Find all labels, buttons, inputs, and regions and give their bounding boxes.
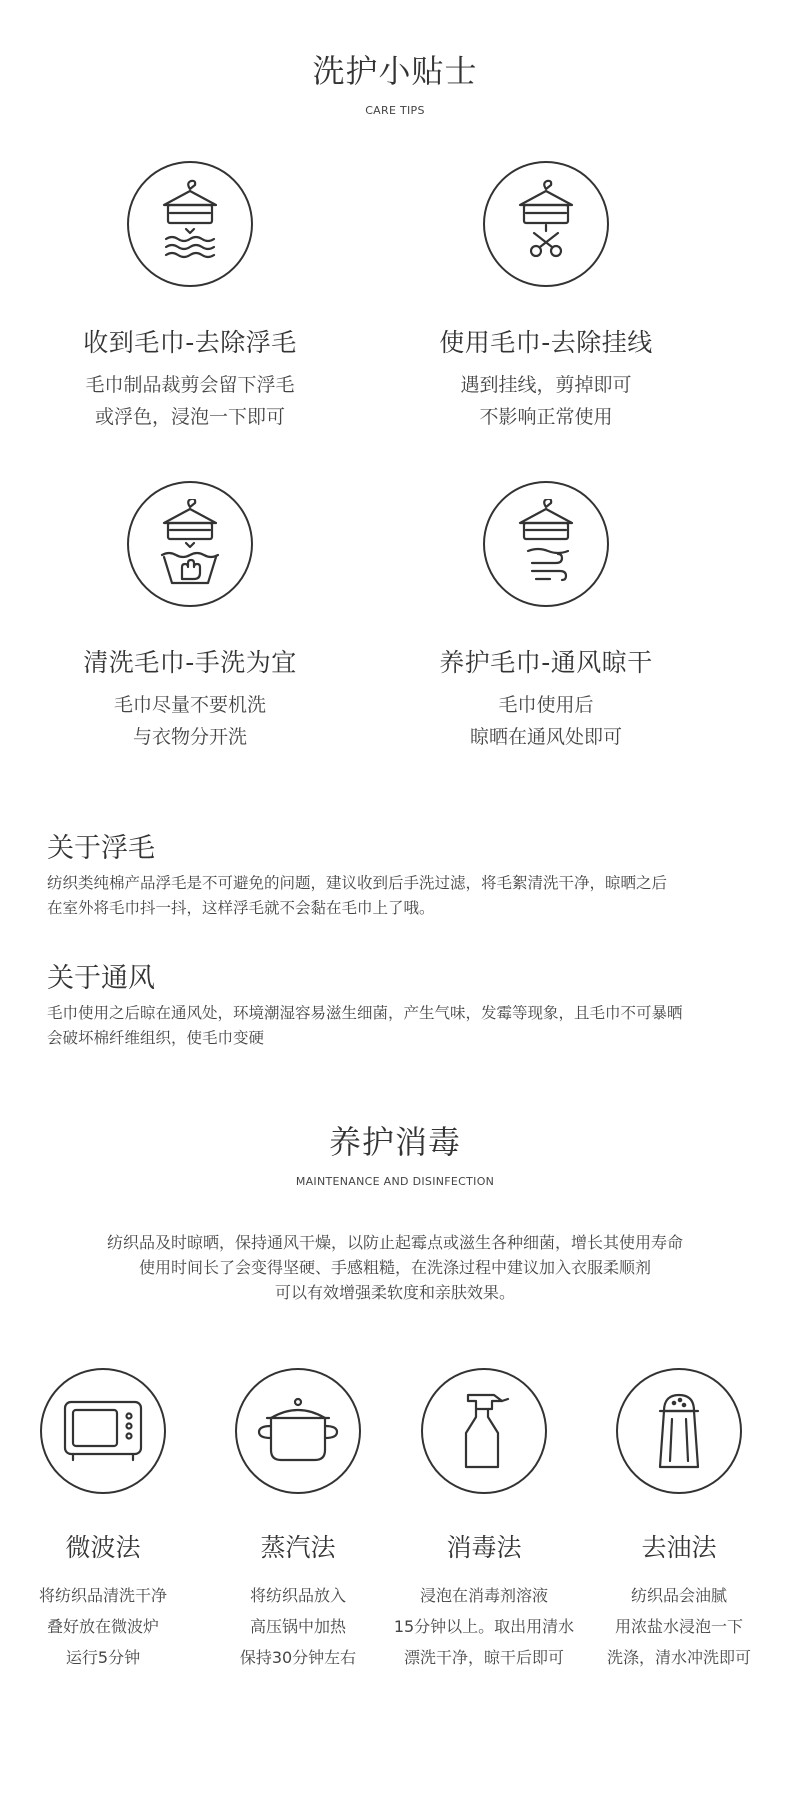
maintenance-title: 养护消毒 xyxy=(328,1123,461,1161)
method-heading: 去油法 xyxy=(641,1533,717,1562)
method-description xyxy=(584,1580,774,1673)
method-heading: 微波法 xyxy=(65,1533,141,1562)
method-desc-line: 高压锅中加热 xyxy=(249,1617,346,1636)
care-icon-circle xyxy=(483,481,609,607)
care-desc-line: 晾晒在通风处即可 xyxy=(469,726,622,748)
method-degrease xyxy=(584,1368,774,1673)
method-disinfect xyxy=(389,1368,579,1673)
about-line: 纺织类纯棉产品浮毛是不可避免的问题，建议收到后手洗过滤，将毛絮清洗干净，晾晒之后 xyxy=(47,874,668,892)
hanger-towel-wind-icon xyxy=(506,499,586,589)
care-item-heading: 使用毛巾-去除挂线 xyxy=(439,328,653,357)
care-item-description xyxy=(356,689,736,753)
care-item-threads xyxy=(356,161,736,433)
about-fluff xyxy=(47,826,767,921)
steam-pot-icon xyxy=(253,1396,343,1466)
method-icon-circle xyxy=(235,1368,361,1494)
microwave-icon xyxy=(61,1396,145,1466)
method-desc-line: 洗涤，清水冲洗即可 xyxy=(606,1648,751,1667)
hanger-towel-water-icon xyxy=(150,179,230,269)
method-desc-line: 将纺织品放入 xyxy=(249,1586,346,1605)
intro-line: 纺织品及时晾晒，保持通风干燥，以防止起霉点或滋生各种细菌，增长其使用寿命 xyxy=(106,1233,683,1252)
about-line: 在室外将毛巾抖一抖，这样浮毛就不会黏在毛巾上了哦。 xyxy=(47,899,435,917)
care-tips-title: 洗护小贴士 xyxy=(312,52,478,90)
care-item-heading: 收到毛巾-去除浮毛 xyxy=(83,328,297,357)
care-item-fluff xyxy=(0,161,380,433)
method-desc-line: 浸泡在消毒剂溶液 xyxy=(419,1586,548,1605)
about-ventilation xyxy=(47,956,767,1051)
maintenance-subtitle: MAINTENANCE AND DISINFECTION xyxy=(295,1175,495,1188)
method-desc-line: 运行5分钟 xyxy=(65,1648,141,1667)
care-item-dry xyxy=(356,481,736,753)
intro-line: 使用时间长了会变得坚硬、手感粗糙，在洗涤过程中建议加入衣服柔顺剂 xyxy=(138,1258,651,1277)
spray-bottle-icon xyxy=(454,1389,514,1473)
about-heading: 关于通风 xyxy=(47,963,155,994)
about-line: 毛巾使用之后晾在通风处，环境潮湿容易滋生细菌，产生气味，发霉等现象，且毛巾不可暴晒 xyxy=(47,1004,683,1022)
care-tips-subtitle: CARE TIPS xyxy=(365,104,425,117)
about-paragraph xyxy=(47,871,767,921)
method-microwave xyxy=(8,1368,198,1673)
care-icon-circle xyxy=(127,481,253,607)
about-line: 会破坏棉纤维组织，使毛巾变硬 xyxy=(47,1029,265,1047)
method-heading: 蒸汽法 xyxy=(260,1533,336,1562)
method-description xyxy=(8,1580,198,1673)
salt-shaker-icon xyxy=(654,1389,704,1473)
hanger-towel-scissors-icon xyxy=(506,179,586,269)
about-paragraph xyxy=(47,1001,767,1051)
maintenance-intro xyxy=(0,1230,790,1305)
method-desc-line: 漂洗干净，晾干后即可 xyxy=(403,1648,564,1667)
method-icon-circle xyxy=(616,1368,742,1494)
hanger-towel-handwash-icon xyxy=(150,499,230,589)
care-desc-line: 或浮色，浸泡一下即可 xyxy=(94,406,285,428)
method-desc-line: 纺织品会油腻 xyxy=(630,1586,727,1605)
care-item-description xyxy=(356,369,736,433)
care-desc-line: 遇到挂线，剪掉即可 xyxy=(460,374,632,396)
method-desc-line: 叠好放在微波炉 xyxy=(46,1617,159,1636)
care-desc-line: 与衣物分开洗 xyxy=(132,726,247,748)
intro-line: 可以有效增强柔软度和亲肤效果。 xyxy=(274,1283,515,1302)
method-desc-line: 用浓盐水浸泡一下 xyxy=(614,1617,743,1636)
method-description xyxy=(389,1580,579,1673)
care-item-description xyxy=(0,369,380,433)
care-item-heading: 清洗毛巾-手洗为宜 xyxy=(83,648,297,677)
care-desc-line: 毛巾使用后 xyxy=(498,694,594,716)
method-icon-circle xyxy=(421,1368,547,1494)
method-desc-line: 15分钟以上。取出用清水 xyxy=(393,1617,575,1636)
care-desc-line: 不影响正常使用 xyxy=(479,406,613,428)
about-heading: 关于浮毛 xyxy=(47,833,155,864)
method-steam xyxy=(203,1368,393,1673)
care-item-description xyxy=(0,689,380,753)
method-icon-circle xyxy=(40,1368,166,1494)
care-item-wash xyxy=(0,481,380,753)
method-heading: 消毒法 xyxy=(446,1533,522,1562)
care-item-heading: 养护毛巾-通风晾干 xyxy=(439,648,653,677)
care-desc-line: 毛巾尽量不要机洗 xyxy=(113,694,266,716)
care-icon-circle xyxy=(483,161,609,287)
method-desc-line: 保持30分钟左右 xyxy=(239,1648,357,1667)
method-description xyxy=(203,1580,393,1673)
care-desc-line: 毛巾制品裁剪会留下浮毛 xyxy=(85,374,295,396)
care-icon-circle xyxy=(127,161,253,287)
method-desc-line: 将纺织品清洗干净 xyxy=(38,1586,167,1605)
